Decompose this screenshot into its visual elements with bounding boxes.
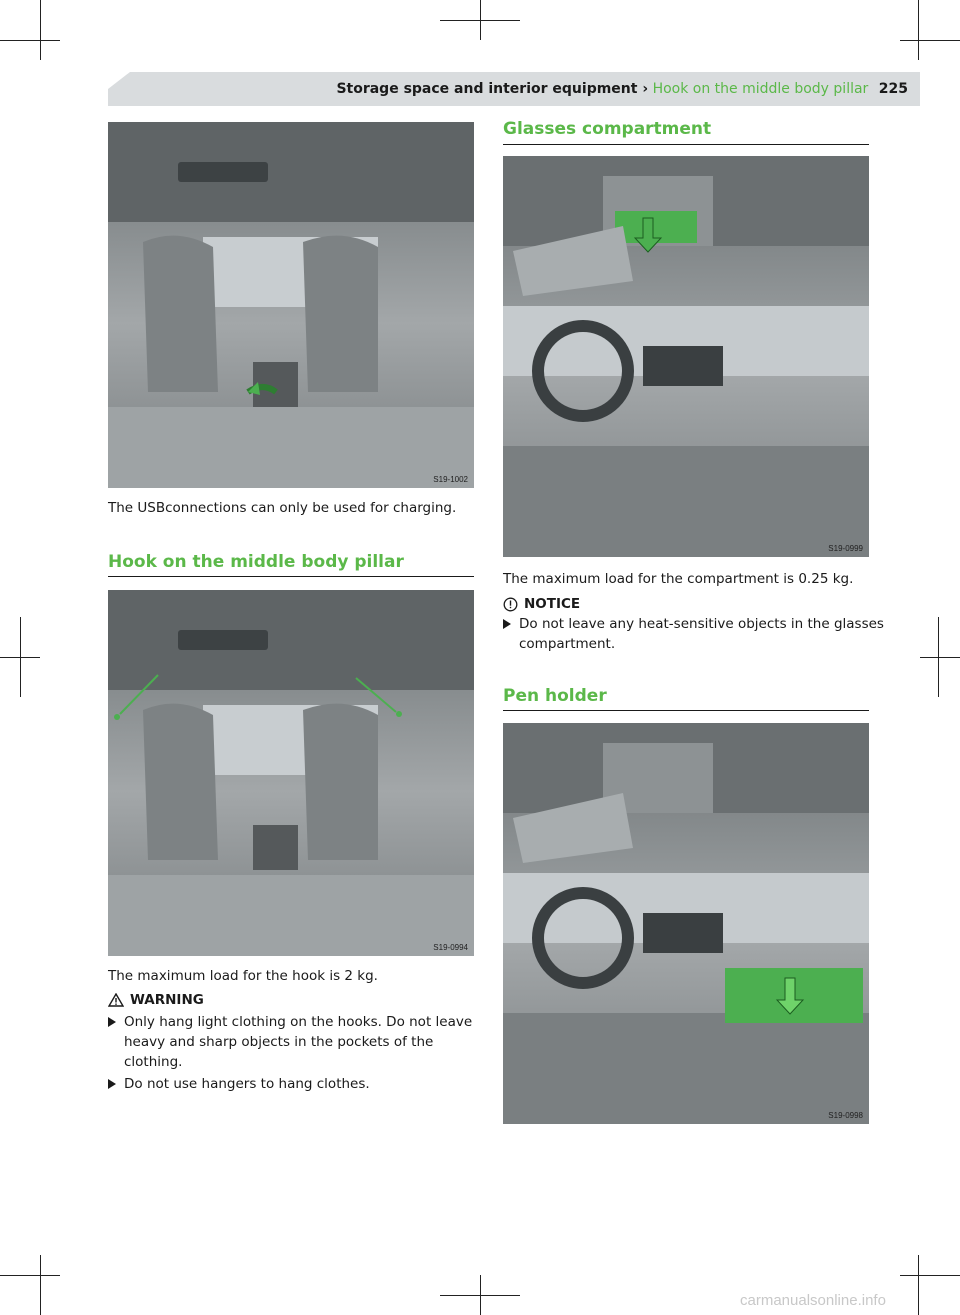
glasses-load-text: The maximum load for the compartment is 0.25 kg. xyxy=(503,571,854,587)
warning-label xyxy=(108,992,204,1008)
section-heading-glasses: Glasses compartment xyxy=(503,119,712,139)
crop-mark xyxy=(40,0,41,60)
crop-mark xyxy=(918,1255,919,1315)
warning-item-text: Only hang light clothing on the hooks. Do not leave heavy and sharp objects in the pockets of the clothing. xyxy=(124,1014,473,1070)
notice-label-text: NOTICE xyxy=(524,596,581,612)
figure-code: S19-0999 xyxy=(828,544,863,553)
notice-item xyxy=(503,614,885,654)
bullet-icon xyxy=(108,1079,116,1089)
notice-item-text: Do not leave any heat-sensitive objects in the glasses compartment. xyxy=(519,616,884,652)
watermark: carmanualsonline.info xyxy=(740,1292,886,1309)
crop-mark xyxy=(440,1295,520,1296)
notice-label xyxy=(503,596,580,612)
usb-note: The USBconnections can only be used for charging. xyxy=(108,500,457,516)
figure-glasses-compartment xyxy=(503,156,869,557)
breadcrumb: Storage space and interior equipment › xyxy=(336,81,649,97)
figure-rear-seats-usb xyxy=(108,122,474,488)
crop-mark xyxy=(0,1275,60,1276)
running-header xyxy=(336,80,908,98)
heading-rule xyxy=(503,144,869,145)
warning-icon xyxy=(108,993,124,1007)
heading-rule xyxy=(108,576,474,577)
bullet-icon xyxy=(503,619,511,629)
breadcrumb-current: Hook on the middle body pillar xyxy=(652,81,869,97)
bullet-icon xyxy=(108,1017,116,1027)
figure-code: S19-1002 xyxy=(433,475,468,484)
page-number: 225 xyxy=(878,81,908,97)
section-heading-pen: Pen holder xyxy=(503,686,607,706)
section-heading-hook: Hook on the middle body pillar xyxy=(108,552,404,572)
hook-load-text: The maximum load for the hook is 2 kg. xyxy=(108,968,378,984)
crop-mark xyxy=(900,40,960,41)
figure-pen-holder xyxy=(503,723,869,1124)
crop-mark xyxy=(40,1255,41,1315)
warning-item-text: Do not use hangers to hang clothes. xyxy=(124,1076,370,1092)
crop-mark xyxy=(918,0,919,60)
warning-item xyxy=(108,1074,490,1094)
warning-item xyxy=(108,1012,490,1072)
crop-mark xyxy=(920,657,960,658)
figure-body-pillar-hooks xyxy=(108,590,474,956)
figure-code: S19-0998 xyxy=(828,1111,863,1120)
info-circle-icon xyxy=(503,597,518,612)
warning-label-text: WARNING xyxy=(130,992,204,1008)
crop-mark xyxy=(0,657,40,658)
crop-mark xyxy=(0,40,60,41)
crop-mark xyxy=(900,1275,960,1276)
heading-rule xyxy=(503,710,869,711)
crop-mark xyxy=(440,20,520,21)
figure-code: S19-0994 xyxy=(433,943,468,952)
